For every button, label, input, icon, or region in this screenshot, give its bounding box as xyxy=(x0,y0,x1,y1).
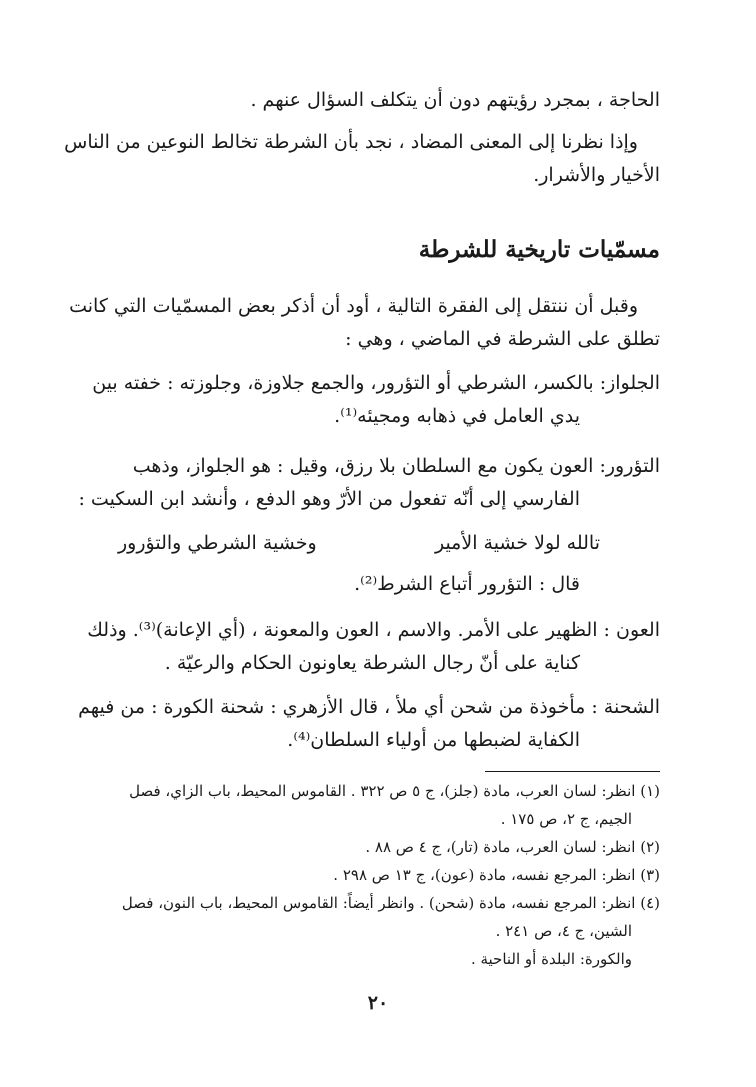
text-line: التؤرور: العون يكون مع السلطان بلا رزق، وقيل : هو الجلواز، وذهب xyxy=(132,455,660,477)
footnote-line: (٢) انظر: لسان العرب، مادة (تار)، ج ٤ ص ٨٨ . xyxy=(365,838,660,856)
text-line: الحاجة ، بمجرد رؤيتهم دون أن يتكلف السؤال عنهم . xyxy=(250,89,660,111)
entry-awn xyxy=(87,614,660,680)
entry-tuwrur xyxy=(78,450,660,516)
text-line: وإذا نظرنا إلى المعنى المضاد ، نجد بأن الشرطة تخالط النوعين من الناس xyxy=(64,131,638,153)
text-line: وقبل أن ننتقل إلى الفقرة التالية ، أود أن أذكر بعض المسمّيات التي كانت xyxy=(69,295,638,317)
text-line: الكفاية لضبطها من أولياء السلطان⁽⁴⁾. xyxy=(287,729,580,751)
footnote-line: الجيم، ج ٢، ص ١٧٥ . xyxy=(500,810,632,828)
page-number: ٢٠ xyxy=(367,992,389,1014)
footnote-2 xyxy=(108,833,660,861)
text-line: يدي العامل في ذهابه ومجيئه⁽¹⁾. xyxy=(334,405,580,427)
text-line: الشحنة : مأخوذة من شحن أي ملأ ، قال الأزهري : شحنة الكورة : من فيهم xyxy=(78,696,660,718)
text-line: الأخيار والأشرار. xyxy=(533,164,660,186)
footnote-3 xyxy=(108,861,660,889)
footnote-line: الشين، ج ٤، ص ٢٤١ . xyxy=(495,922,632,940)
entry-jalwaz xyxy=(92,367,660,433)
footnote-separator xyxy=(485,771,660,772)
section-heading: مسمّيات تاريخية للشرطة xyxy=(418,236,660,263)
footnote-line: (٤) انظر: المرجع نفسه، مادة (شحن) . وانظر أيضاً: القاموس المحيط، باب النون، فصل xyxy=(121,894,660,912)
text-line: العون : الظهير على الأمر. والاسم ، العون والمعونة ، (أي الإعانة)⁽³⁾. وذلك xyxy=(87,619,660,641)
text-line: الفارسي إلى أنّه تفعول من الأرّ وهو الدفع ، وأنشد ابن السكيت : xyxy=(78,488,580,510)
verse-second-hemistich: وخشية الشرطي والتؤرور xyxy=(118,532,317,554)
paragraph-opposite-meaning xyxy=(64,126,660,192)
footnote-line: والكورة: البلدة أو الناحية . xyxy=(470,950,632,968)
text-line: قال : التؤرور أتباع الشرط⁽²⁾. xyxy=(354,573,580,595)
text-line: تطلق على الشرطة في الماضي ، وهي : xyxy=(345,328,660,350)
verse-first-hemistich: تالله لولا خشية الأمير xyxy=(434,532,600,554)
paragraph-qala xyxy=(108,568,660,601)
text-line: الجلواز: بالكسر، الشرطي أو التؤرور، والجمع جلاوزة، وجلوزته : خفته بين xyxy=(92,372,660,394)
entry-shihna xyxy=(78,691,660,757)
footnote-4 xyxy=(108,889,660,973)
paragraph-intro-names xyxy=(69,290,660,356)
text-line: كناية على أنّ رجال الشرطة يعاونون الحكام والرعيّة . xyxy=(164,652,580,674)
poem-verse xyxy=(108,527,660,560)
footnote-1 xyxy=(108,777,660,833)
paragraph-continuation xyxy=(108,84,660,117)
footnote-line: (١) انظر: لسان العرب، مادة (جلز)، ج ٥ ص ٣٢٢ . القاموس المحيط، باب الزاي، فصل xyxy=(129,782,660,800)
footnote-line: (٣) انظر: المرجع نفسه، مادة (عون)، ج ١٣ ص ٢٩٨ . xyxy=(333,866,660,884)
